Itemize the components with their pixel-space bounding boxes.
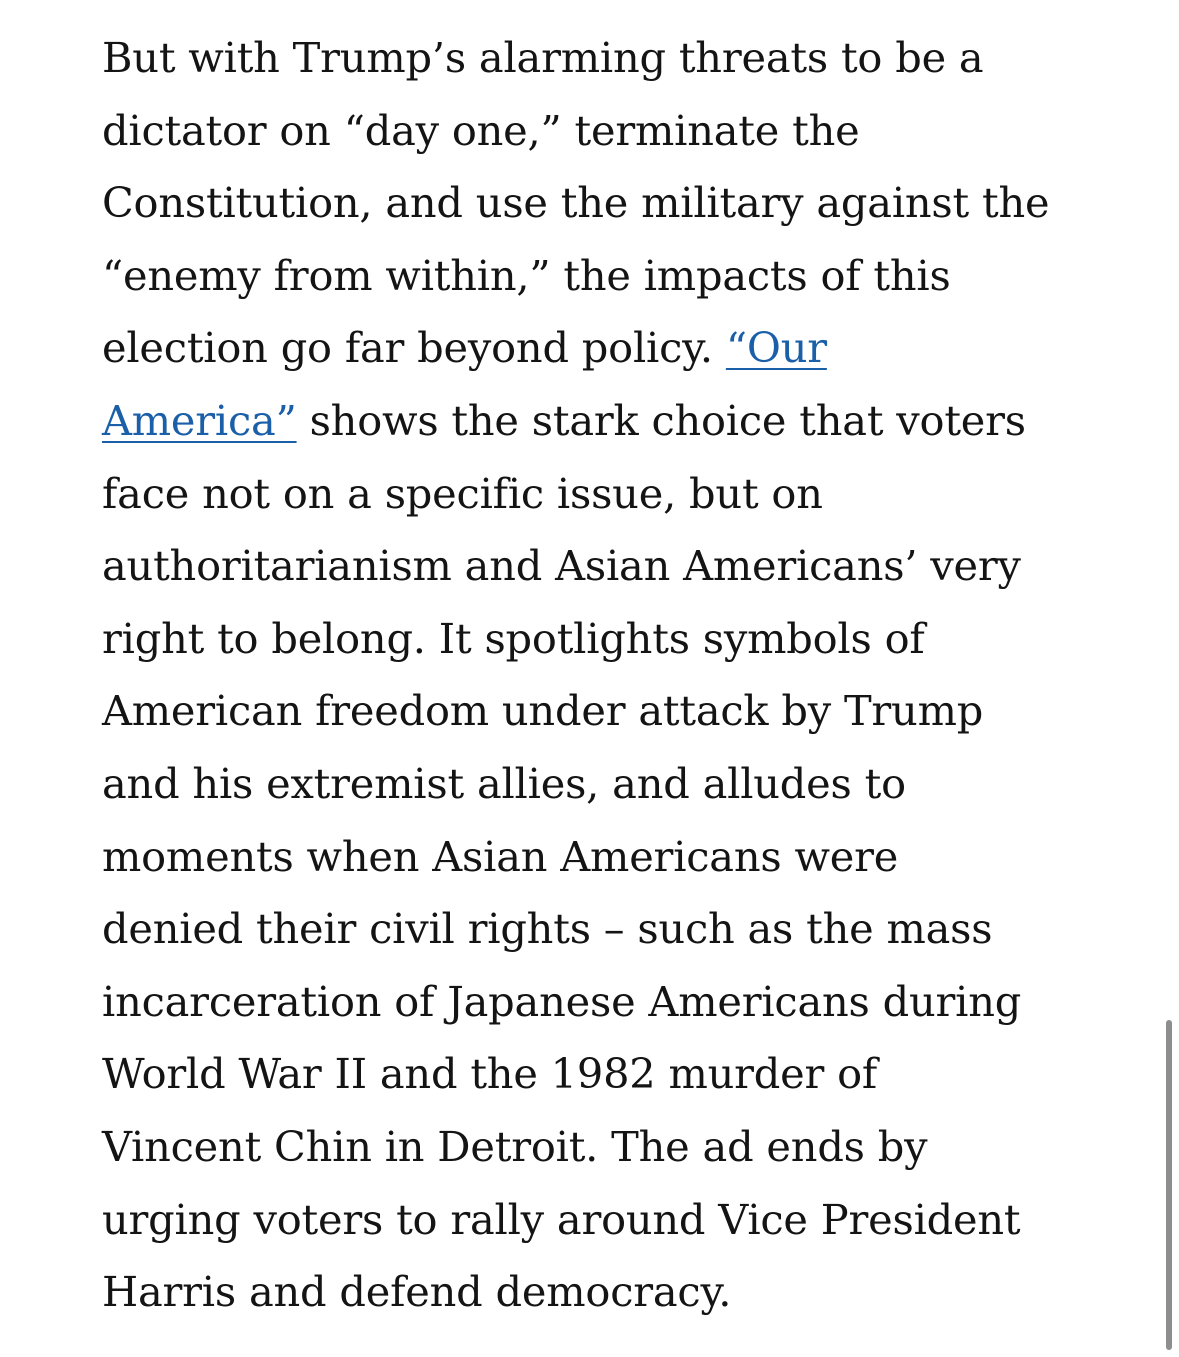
text-line: dictator on “day one,” terminate the: [102, 105, 860, 155]
text-line-with-link-start: [102, 312, 1112, 385]
our-america-link[interactable]: “Our: [725, 323, 827, 373]
text-line: But with Trump’s alarming threats to be a: [102, 33, 984, 82]
text-segment: election go far beyond policy.: [102, 323, 726, 373]
text-line: face not on a specific issue, but on: [102, 468, 823, 518]
text-line: American freedom under attack by Trump: [102, 686, 984, 736]
text-line: moments when Asian Americans were: [102, 831, 899, 881]
our-america-link-continued[interactable]: America”: [102, 395, 297, 445]
text-line: “enemy from within,” the impacts of this: [102, 250, 951, 300]
text-line-with-link-end: [102, 385, 1112, 458]
scrollbar-thumb[interactable]: [1166, 1020, 1172, 1350]
text-line: Constitution, and use the military against the: [102, 178, 1050, 228]
text-line: Vincent Chin in Detroit. The ad ends by: [102, 1121, 928, 1171]
text-line: and his extremist allies, and alludes to: [102, 758, 906, 808]
article-paragraph: [102, 22, 1112, 1329]
vertical-scrollbar[interactable]: [1161, 0, 1179, 1357]
text-line: denied their civil rights – such as the mass: [102, 904, 993, 954]
text-line: urging voters to rally around Vice President: [102, 1194, 1021, 1244]
text-line: Harris and defend democracy.: [102, 1267, 732, 1317]
text-line: authoritarianism and Asian Americans’ very: [102, 541, 1021, 591]
text-line: right to belong. It spotlights symbols of: [102, 613, 925, 663]
text-line: incarceration of Japanese Americans during: [102, 976, 1022, 1026]
text-line: World War II and the 1982 murder of: [102, 1049, 878, 1099]
text-segment: shows the stark choice that voters: [296, 395, 1026, 445]
